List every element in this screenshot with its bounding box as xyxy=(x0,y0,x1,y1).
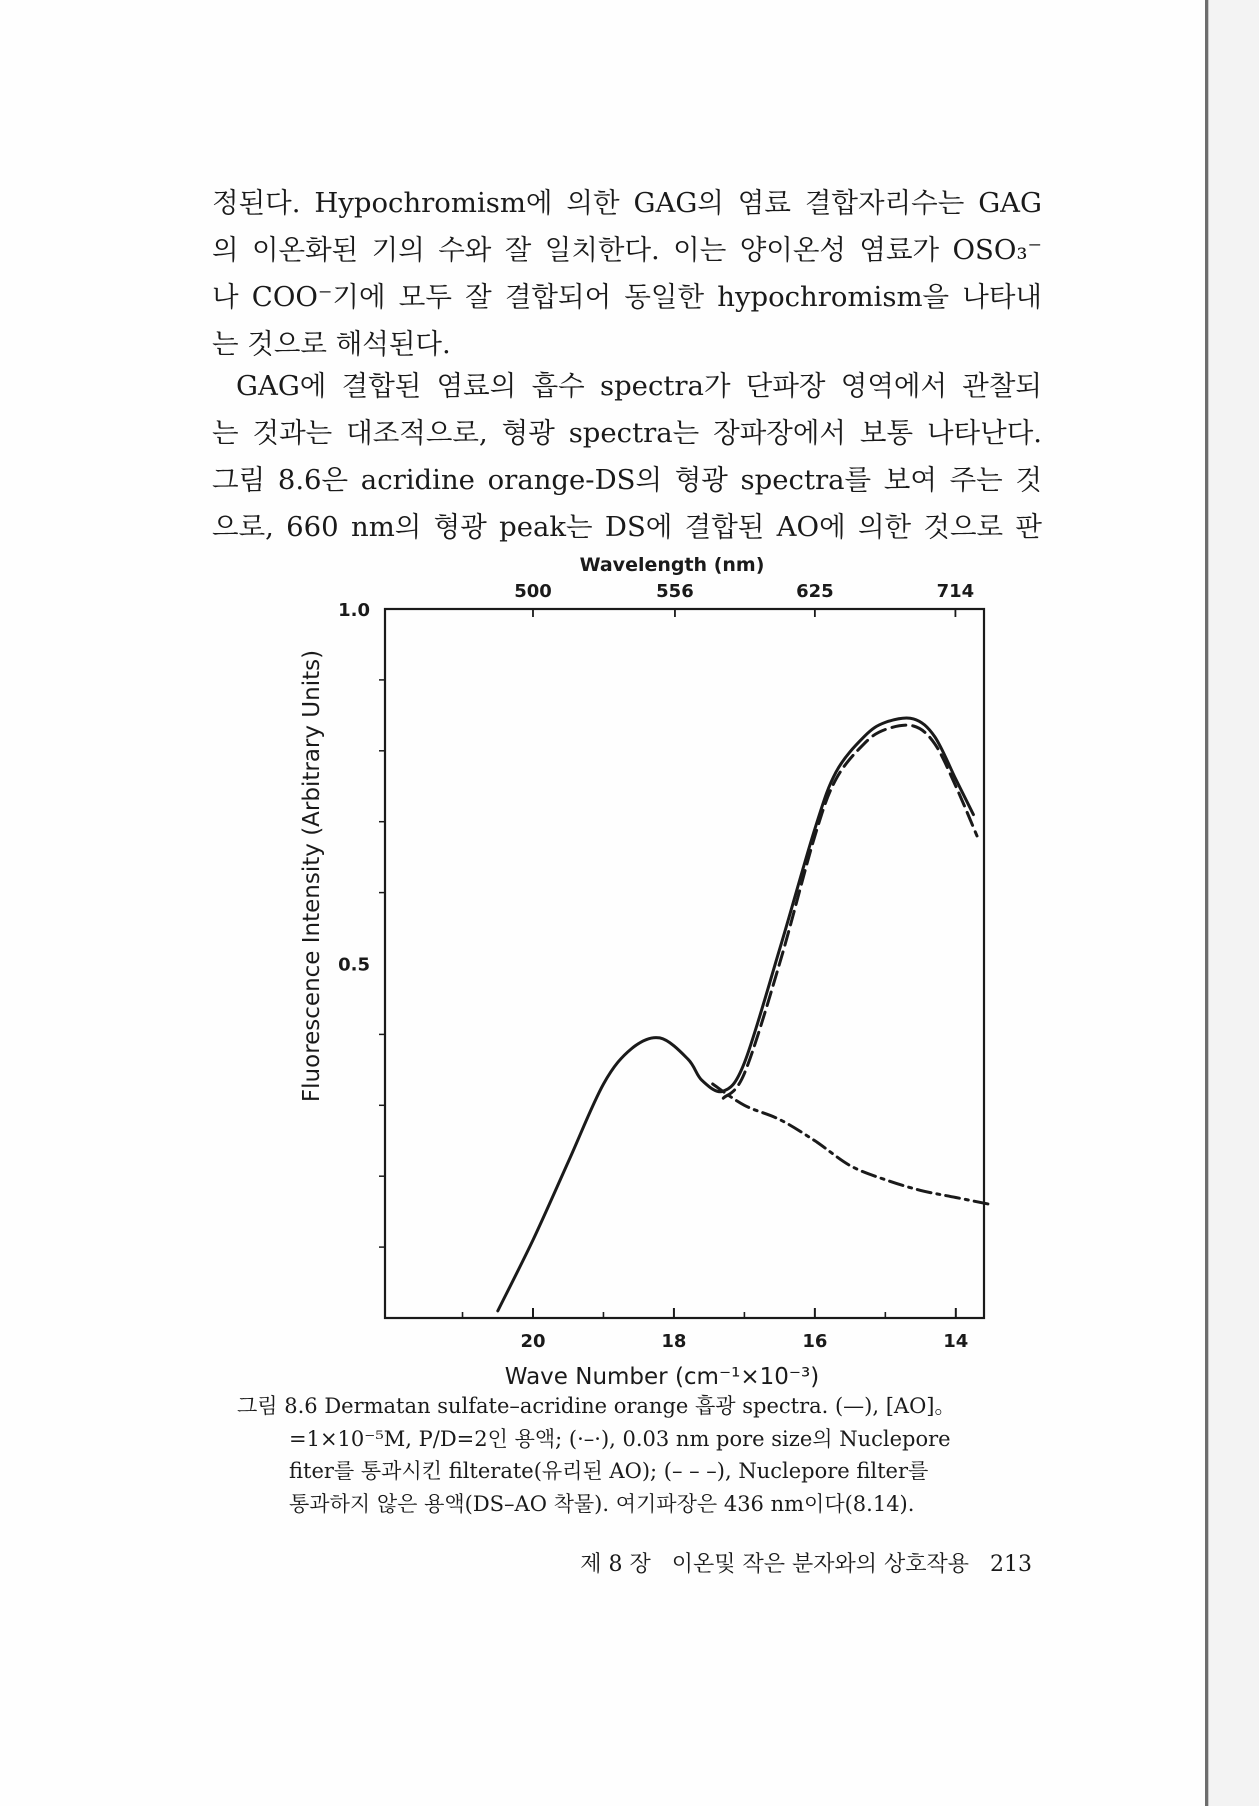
x-tick-label: 16 xyxy=(802,1331,828,1352)
text-line: 으로, 660 nm의 형광 peak는 DS에 결합된 AO에 의한 것으로 판 xyxy=(212,511,1042,543)
x-tick-label: 18 xyxy=(661,1331,687,1352)
page-number: 213 xyxy=(990,1552,1032,1577)
plot-frame xyxy=(385,609,984,1318)
x-axis-title: Wave Number (cm⁻¹×10⁻³) xyxy=(504,1364,820,1390)
chapter-label: 제 8 장 xyxy=(580,1552,651,1577)
figure-caption xyxy=(237,1390,1052,1520)
chapter-title: 이온및 작은 분자와의 상호작용 xyxy=(671,1552,970,1577)
y-axis-title: Fluorescence Intensity (Arbitrary Units) xyxy=(299,649,325,1103)
y-tick-label: 1.0 xyxy=(338,600,370,621)
page-edge xyxy=(1209,0,1259,1806)
text-line: 는 것과는 대조적으로, 형광 spectra는 장파장에서 보통 나타난다. xyxy=(212,417,1042,449)
x2-tick-label: 625 xyxy=(796,581,834,602)
text-line: 의 이온화된 기의 수와 잘 일치한다. 이는 양이온성 염료가 OSO₃⁻ xyxy=(212,234,1042,266)
caption-line: 그림 8.6 Dermatan sulfate–acridine orange 흡광 spectra. (—), [AO]。 xyxy=(237,1394,956,1418)
x2-tick-label: 714 xyxy=(936,581,975,602)
text-line: GAG에 결합된 염료의 흡수 spectra가 단파장 영역에서 관찰되 xyxy=(236,370,1042,402)
y-tick-label: 0.5 xyxy=(338,954,370,976)
text-line: 정된다. Hypochromism에 의한 GAG의 염료 결합자리수는 GAG xyxy=(212,187,1042,219)
caption-line: =1×10⁻⁵M, P/D=2인 용액; (·–·), 0.03 nm pore size의 Nuclepore xyxy=(289,1426,951,1451)
caption-line: 통과하지 않은 용액(DS–AO 착물). 여기파장은 436 nm이다(8.14). xyxy=(289,1491,915,1516)
series-solid-line xyxy=(498,718,974,1311)
x2-tick-label: 500 xyxy=(514,581,552,602)
caption-line: fiter를 통과시킨 filterate(유리된 AO); (– – –), Nuclepore filter를 xyxy=(289,1459,929,1483)
text-line: 그림 8.6은 acridine orange-DS의 형광 spectra를 보여 주는 것 xyxy=(212,464,1042,496)
text-line: 나 COO⁻기에 모두 잘 결합되어 동일한 hypochromism을 나타내 xyxy=(212,281,1042,313)
x-tick-label: 14 xyxy=(943,1331,969,1352)
series-dashed-line xyxy=(723,725,977,1098)
text-line: 는 것으로 해석된다. xyxy=(212,328,451,360)
x-tick-label: 20 xyxy=(520,1331,546,1352)
x2-tick-label: 556 xyxy=(656,581,694,602)
running-footer xyxy=(522,1547,1032,1578)
series-dash-dot-line xyxy=(713,1084,991,1205)
x2-axis-title: Wavelength (nm) xyxy=(579,554,765,576)
